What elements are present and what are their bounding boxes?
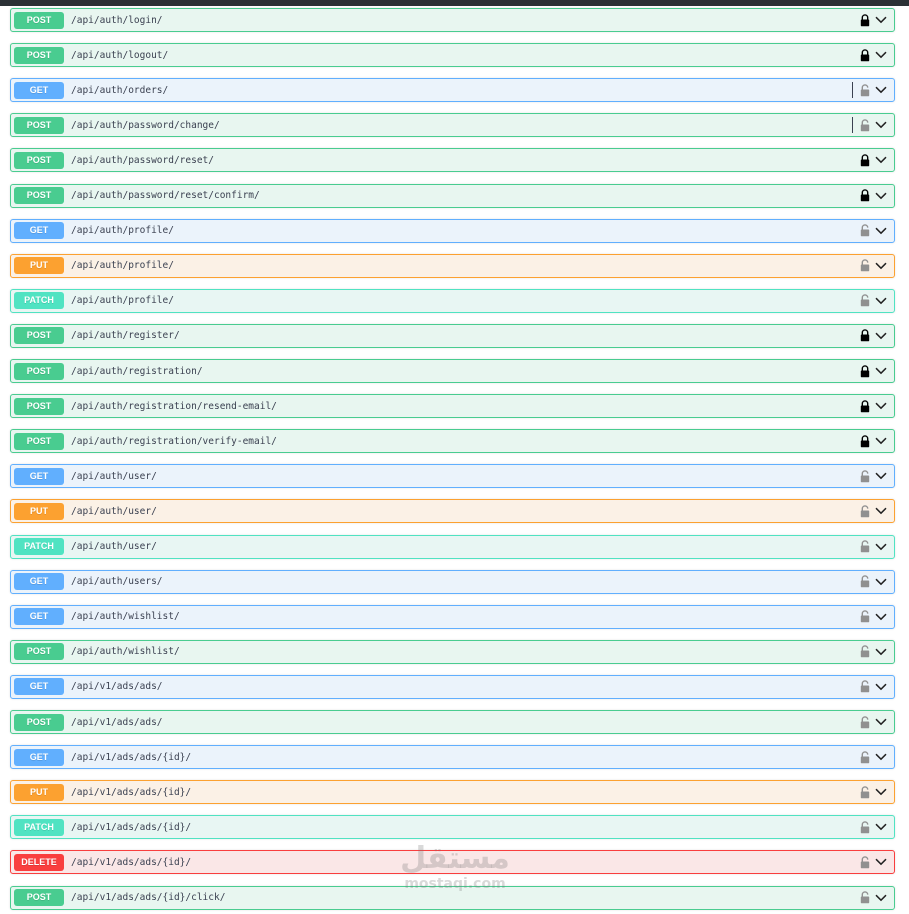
- method-badge: POST: [14, 117, 64, 134]
- endpoint-path: /api/auth/registration/: [71, 365, 203, 377]
- operation-row[interactable]: [10, 780, 895, 804]
- lock-open-icon[interactable]: [859, 293, 871, 309]
- lock-closed-icon[interactable]: [859, 328, 871, 344]
- divider: [852, 117, 853, 133]
- endpoint-path: /api/v1/ads/ads/{id}/: [71, 821, 192, 833]
- method-badge: DELETE: [14, 854, 64, 871]
- method-badge: POST: [14, 327, 64, 344]
- endpoint-path: /api/auth/user/: [71, 541, 157, 552]
- operation-row[interactable]: [10, 640, 895, 664]
- endpoint-path: /api/auth/registration/resend-email/: [71, 400, 277, 412]
- method-badge: POST: [14, 714, 64, 731]
- chevron-down-icon[interactable]: [874, 189, 888, 203]
- operation-row[interactable]: [10, 815, 895, 839]
- lock-open-icon[interactable]: [859, 468, 871, 484]
- chevron-down-icon[interactable]: [874, 224, 888, 238]
- method-badge: POST: [14, 12, 64, 29]
- chevron-down-icon[interactable]: [874, 48, 888, 62]
- operation-row[interactable]: [10, 184, 895, 208]
- chevron-down-icon[interactable]: [874, 329, 888, 343]
- operation-row[interactable]: [10, 113, 895, 137]
- operation-row[interactable]: [10, 570, 895, 594]
- method-badge: PUT: [14, 257, 64, 274]
- divider: [852, 82, 853, 98]
- method-badge: POST: [14, 47, 64, 64]
- chevron-down-icon[interactable]: [874, 540, 888, 554]
- lock-closed-icon[interactable]: [859, 398, 871, 414]
- operation-row[interactable]: [10, 710, 895, 734]
- method-badge: POST: [14, 152, 64, 169]
- operation-row[interactable]: [10, 78, 895, 102]
- chevron-down-icon[interactable]: [874, 364, 888, 378]
- lock-open-icon[interactable]: [859, 749, 871, 765]
- endpoint-path: /api/v1/ads/ads/{id}/: [71, 856, 192, 868]
- operation-row[interactable]: [10, 324, 895, 348]
- operation-row[interactable]: [10, 535, 895, 559]
- chevron-down-icon[interactable]: [874, 750, 888, 764]
- operation-row[interactable]: [10, 745, 895, 769]
- chevron-down-icon[interactable]: [874, 715, 888, 729]
- chevron-down-icon[interactable]: [874, 434, 888, 448]
- operation-row[interactable]: [10, 605, 895, 629]
- operation-row[interactable]: [10, 289, 895, 313]
- chevron-down-icon[interactable]: [874, 645, 888, 659]
- endpoint-path: /api/auth/users/: [71, 576, 163, 588]
- operation-row[interactable]: [10, 850, 895, 874]
- chevron-down-icon[interactable]: [874, 399, 888, 413]
- endpoint-path: /api/auth/wishlist/: [71, 646, 180, 658]
- endpoint-path: /api/auth/user/: [71, 505, 157, 517]
- lock-closed-icon[interactable]: [859, 363, 871, 379]
- lock-closed-icon[interactable]: [859, 47, 871, 63]
- method-badge: PATCH: [14, 538, 64, 555]
- chevron-down-icon[interactable]: [874, 575, 888, 589]
- method-badge: PATCH: [14, 819, 64, 836]
- chevron-down-icon[interactable]: [874, 891, 888, 905]
- endpoint-path: /api/auth/password/change/: [71, 119, 220, 131]
- operation-row[interactable]: [10, 464, 895, 488]
- lock-closed-icon[interactable]: [859, 152, 871, 168]
- lock-open-icon[interactable]: [859, 784, 871, 800]
- operation-row[interactable]: [10, 148, 895, 172]
- operation-row[interactable]: [10, 394, 895, 418]
- method-badge: POST: [14, 187, 64, 204]
- chevron-down-icon[interactable]: [874, 294, 888, 308]
- chevron-down-icon[interactable]: [874, 118, 888, 132]
- endpoint-path: /api/auth/password/reset/confirm/: [71, 190, 260, 201]
- chevron-down-icon[interactable]: [874, 680, 888, 694]
- lock-open-icon[interactable]: [859, 258, 871, 274]
- lock-closed-icon[interactable]: [859, 188, 871, 204]
- endpoint-path: /api/v1/ads/ads/{id}/: [71, 786, 192, 798]
- operation-row[interactable]: [10, 429, 895, 453]
- endpoint-path: /api/v1/ads/ads/: [71, 681, 163, 693]
- chevron-down-icon[interactable]: [874, 259, 888, 273]
- lock-open-icon[interactable]: [859, 82, 871, 98]
- endpoint-path: /api/v1/ads/ads/{id}/click/: [71, 892, 226, 903]
- method-badge: GET: [14, 82, 64, 99]
- lock-open-icon[interactable]: [859, 609, 871, 625]
- lock-open-icon[interactable]: [859, 223, 871, 239]
- lock-open-icon[interactable]: [859, 539, 871, 555]
- chevron-down-icon[interactable]: [874, 469, 888, 483]
- operation-row[interactable]: [10, 499, 895, 523]
- lock-open-icon[interactable]: [859, 890, 871, 906]
- operation-row[interactable]: [10, 359, 895, 383]
- method-badge: PATCH: [14, 292, 64, 309]
- method-badge: POST: [14, 363, 64, 380]
- chevron-down-icon[interactable]: [874, 83, 888, 97]
- chevron-down-icon[interactable]: [874, 820, 888, 834]
- method-badge: PUT: [14, 784, 64, 801]
- lock-closed-icon[interactable]: [859, 433, 871, 449]
- operation-row[interactable]: [10, 886, 895, 910]
- endpoint-path: /api/auth/user/: [71, 470, 157, 482]
- chevron-down-icon[interactable]: [874, 13, 888, 27]
- chevron-down-icon[interactable]: [874, 785, 888, 799]
- chevron-down-icon[interactable]: [874, 610, 888, 624]
- watermark-latin: mostaqi.com: [404, 876, 506, 892]
- method-badge: POST: [14, 398, 64, 415]
- lock-open-icon[interactable]: [859, 679, 871, 695]
- endpoint-path: /api/auth/profile/: [71, 225, 174, 237]
- method-badge: PUT: [14, 503, 64, 520]
- operation-row[interactable]: [10, 8, 895, 32]
- method-badge: GET: [14, 573, 64, 590]
- lock-open-icon[interactable]: [859, 117, 871, 133]
- endpoint-path: /api/v1/ads/ads/: [71, 716, 163, 728]
- endpoint-path: /api/auth/profile/: [71, 260, 174, 272]
- endpoint-path: /api/auth/login/: [71, 14, 163, 26]
- endpoint-path: /api/auth/registration/verify-email/: [71, 435, 277, 447]
- lock-closed-icon[interactable]: [859, 12, 871, 28]
- operation-row[interactable]: [10, 219, 895, 243]
- operation-row[interactable]: [10, 43, 895, 67]
- method-badge: POST: [14, 643, 64, 660]
- endpoint-path: /api/v1/ads/ads/{id}/: [71, 751, 192, 763]
- method-badge: GET: [14, 222, 64, 239]
- method-badge: POST: [14, 889, 64, 906]
- lock-open-icon[interactable]: [859, 714, 871, 730]
- endpoint-path: /api/auth/wishlist/: [71, 611, 180, 623]
- operation-row[interactable]: [10, 254, 895, 278]
- method-badge: GET: [14, 678, 64, 695]
- operation-row[interactable]: [10, 675, 895, 699]
- lock-open-icon[interactable]: [859, 574, 871, 590]
- method-badge: POST: [14, 433, 64, 450]
- top-bar: [0, 0, 909, 6]
- method-badge: GET: [14, 749, 64, 766]
- method-badge: GET: [14, 608, 64, 625]
- method-badge: GET: [14, 468, 64, 485]
- endpoint-path: /api/auth/logout/: [71, 49, 169, 61]
- lock-open-icon[interactable]: [859, 644, 871, 660]
- chevron-down-icon[interactable]: [874, 504, 888, 518]
- endpoint-path: /api/auth/password/reset/: [71, 154, 214, 166]
- chevron-down-icon[interactable]: [874, 153, 888, 167]
- lock-open-icon[interactable]: [859, 503, 871, 519]
- lock-open-icon[interactable]: [859, 854, 871, 870]
- endpoint-path: /api/auth/register/: [71, 330, 180, 342]
- lock-open-icon[interactable]: [859, 819, 871, 835]
- watermark-arabic: مستقل: [400, 841, 510, 876]
- endpoint-path: /api/auth/profile/: [71, 295, 174, 307]
- endpoint-path: /api/auth/orders/: [71, 84, 169, 96]
- chevron-down-icon[interactable]: [874, 855, 888, 869]
